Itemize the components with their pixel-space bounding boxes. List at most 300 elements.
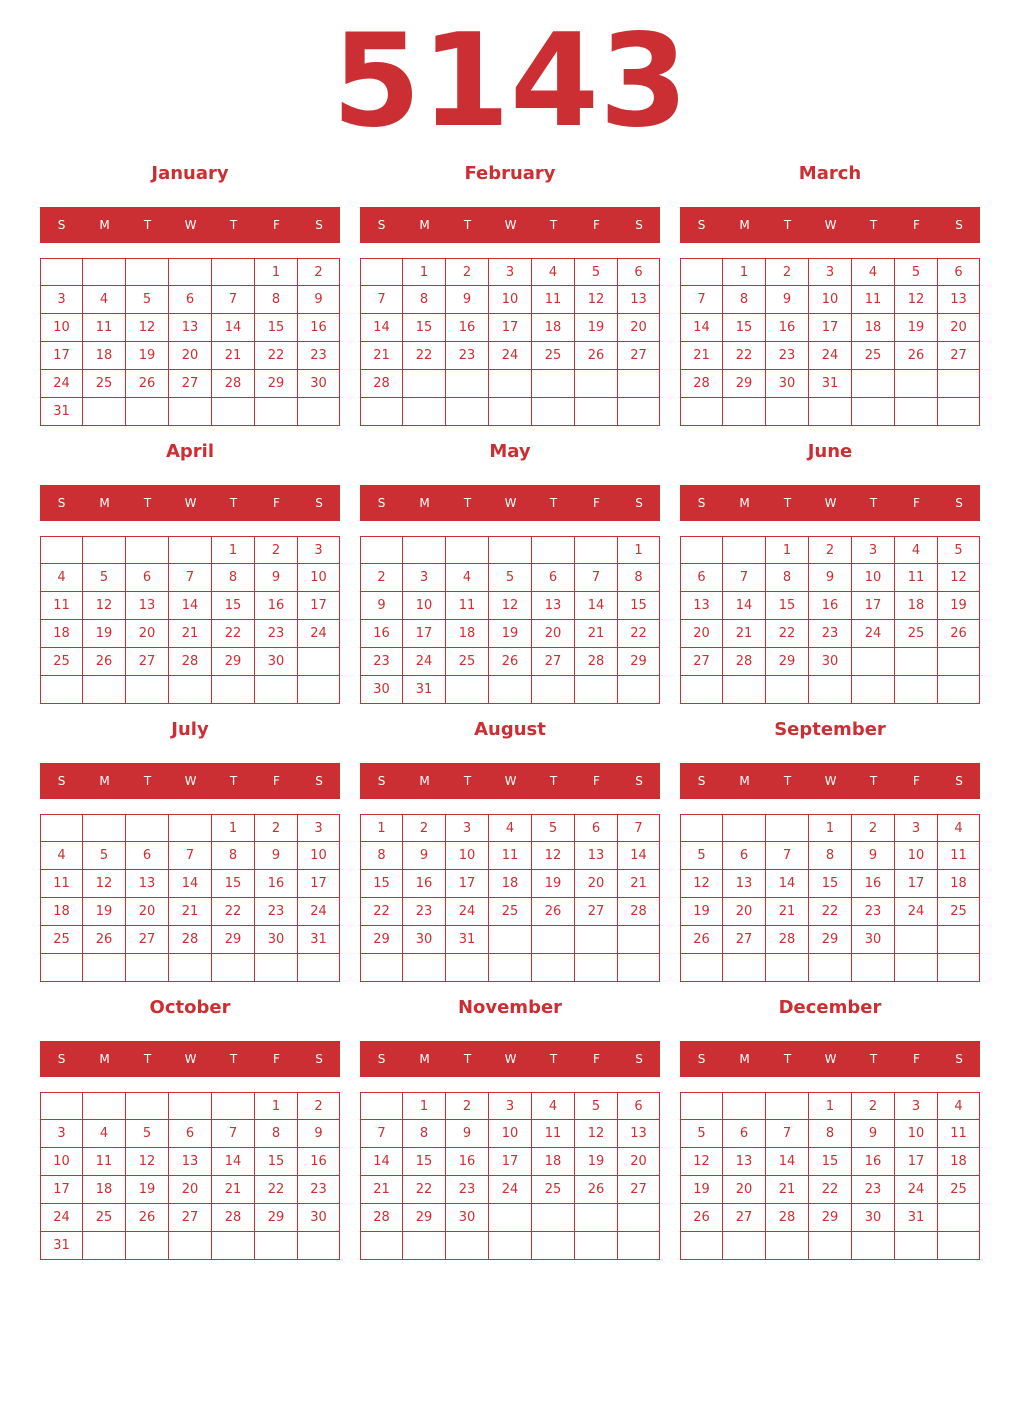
weekday-label: T [143,774,152,788]
day-cell: 10 [895,1120,938,1148]
day-cell: 10 [809,286,852,314]
day-cell: 9 [361,592,403,620]
day-cell [126,259,169,286]
day-cell: 11 [83,314,126,342]
day-cell [852,676,895,704]
day-cell [618,676,660,704]
day-cell [532,676,575,704]
day-cell: 27 [169,1204,212,1232]
day-cell: 23 [809,620,852,648]
day-cell [681,815,723,842]
day-cell: 27 [681,648,723,676]
weekday-label: T [463,496,472,510]
day-cell: 3 [852,537,895,564]
day-cell [83,1093,126,1120]
day-cell: 11 [852,286,895,314]
day-cell: 13 [681,592,723,620]
day-cell: 12 [489,592,532,620]
day-cell: 6 [618,1093,660,1120]
day-cell: 20 [532,620,575,648]
day-cell [681,398,723,426]
day-cell: 13 [126,870,169,898]
day-cell [575,398,618,426]
day-cell [681,676,723,704]
day-cell [298,648,340,676]
day-cell: 25 [446,648,489,676]
month-name: June [807,441,853,462]
day-cell: 4 [532,1093,575,1120]
day-cell: 13 [618,1120,660,1148]
day-cell [446,676,489,704]
day-cell: 3 [403,564,446,592]
day-cell [681,954,723,982]
month-name: September [774,719,886,740]
day-cell: 13 [126,592,169,620]
day-cell [169,815,212,842]
day-cell: 2 [852,815,895,842]
day-cell: 12 [83,870,126,898]
day-cell: 22 [403,1176,446,1204]
day-cell [83,398,126,426]
day-cell: 31 [403,676,446,704]
day-cell: 17 [41,342,83,370]
day-cell: 28 [766,1204,809,1232]
weekday-label: T [463,1052,472,1066]
weekday-label: F [913,774,920,788]
day-cell: 26 [532,898,575,926]
weekday-label: T [783,1052,792,1066]
day-cell [489,370,532,398]
day-cell [126,537,169,564]
day-cell: 30 [766,370,809,398]
day-cell: 10 [446,842,489,870]
day-cell: 28 [766,926,809,954]
day-cell [41,676,83,704]
day-cell [255,954,298,982]
day-cell: 22 [212,620,255,648]
day-cell: 8 [255,1120,298,1148]
day-cell: 21 [169,898,212,926]
day-cell: 3 [489,1093,532,1120]
day-cell: 7 [361,286,403,314]
weekday-label: S [377,496,386,510]
day-cell: 5 [681,1120,723,1148]
day-cell [489,926,532,954]
day-cell: 21 [681,342,723,370]
day-cell: 29 [212,648,255,676]
weekday-label: S [57,218,66,232]
day-cell [489,1232,532,1260]
day-cell: 20 [169,342,212,370]
day-cell: 24 [298,898,340,926]
weekday-label: T [463,774,472,788]
day-cell: 18 [41,620,83,648]
day-cell: 10 [298,564,340,592]
day-cell [212,259,255,286]
day-cell: 5 [938,537,980,564]
weekday-label: T [143,218,152,232]
day-cell: 10 [852,564,895,592]
day-cell: 19 [575,1148,618,1176]
day-cell: 8 [361,842,403,870]
day-cell [766,954,809,982]
day-cell: 15 [403,314,446,342]
day-cell [255,676,298,704]
day-cell [532,954,575,982]
weekday-label: S [697,218,706,232]
day-cell: 27 [169,370,212,398]
month-name: July [171,719,209,740]
day-cell [723,537,766,564]
day-cell: 19 [575,314,618,342]
day-cell: 16 [361,620,403,648]
day-cell: 24 [41,370,83,398]
day-cell [298,398,340,426]
day-cell: 27 [938,342,980,370]
weekday-label: F [913,496,920,510]
weekday-label: W [504,774,517,788]
day-cell: 29 [618,648,660,676]
day-cell [83,259,126,286]
day-cell: 3 [895,1093,938,1120]
day-cell: 28 [212,370,255,398]
day-cell [403,537,446,564]
day-cell [83,537,126,564]
day-cell [446,1232,489,1260]
weekday-label: S [955,1052,963,1066]
day-cell [532,398,575,426]
day-cell: 14 [361,1148,403,1176]
weekday-label: T [463,218,472,232]
weekday-label: M [739,1052,750,1066]
day-cell: 30 [809,648,852,676]
weekday-label: S [377,218,386,232]
day-cell [41,259,83,286]
day-cell: 1 [212,815,255,842]
day-cell: 17 [852,592,895,620]
day-cell [532,537,575,564]
day-cell: 26 [489,648,532,676]
day-cell: 6 [681,564,723,592]
day-cell: 3 [41,1120,83,1148]
day-cell: 25 [938,1176,980,1204]
day-cell: 8 [212,842,255,870]
weekday-label: T [549,496,558,510]
day-cell: 12 [681,1148,723,1176]
day-cell: 19 [681,1176,723,1204]
day-cell [809,954,852,982]
day-cell [126,1232,169,1260]
day-cell: 3 [809,259,852,286]
weekday-label: T [869,218,878,232]
day-cell: 5 [83,842,126,870]
weekday-label: T [783,496,792,510]
day-cell: 11 [41,870,83,898]
weekday-label: S [315,218,323,232]
day-cell: 20 [575,870,618,898]
day-cell: 6 [126,842,169,870]
day-cell: 20 [126,620,169,648]
day-cell: 5 [681,842,723,870]
weekday-label: S [57,496,66,510]
day-cell: 6 [938,259,980,286]
day-cell [489,398,532,426]
day-cell: 21 [723,620,766,648]
weekday-header [360,207,660,243]
day-cell: 16 [446,1148,489,1176]
day-cell: 18 [83,342,126,370]
day-cell: 26 [681,1204,723,1232]
day-cell [126,398,169,426]
day-cell: 16 [446,314,489,342]
day-cell [895,398,938,426]
day-cell [41,815,83,842]
day-cell: 23 [298,1176,340,1204]
day-cell: 8 [809,1120,852,1148]
day-cell: 1 [766,537,809,564]
day-cell: 10 [298,842,340,870]
day-cell [41,954,83,982]
weekday-header [680,485,980,521]
day-cell: 13 [938,286,980,314]
day-cell: 20 [126,898,169,926]
day-cell [361,1232,403,1260]
day-cell [723,954,766,982]
day-cell [169,954,212,982]
day-cell: 9 [852,1120,895,1148]
weekday-label: S [57,1052,66,1066]
day-cell: 28 [723,648,766,676]
day-cell [83,676,126,704]
weekday-label: T [229,218,238,232]
day-cell: 24 [446,898,489,926]
day-cell: 30 [298,370,340,398]
day-cell: 23 [255,620,298,648]
day-cell: 23 [446,342,489,370]
day-cell: 15 [403,1148,446,1176]
day-cell: 28 [575,648,618,676]
day-cell: 14 [618,842,660,870]
day-cell: 29 [255,370,298,398]
weekday-label: S [315,496,323,510]
day-cell: 12 [938,564,980,592]
day-cell: 11 [532,286,575,314]
day-cell: 14 [169,870,212,898]
day-cell: 12 [126,1148,169,1176]
day-cell: 6 [618,259,660,286]
day-cell: 5 [126,1120,169,1148]
day-cell: 12 [575,286,618,314]
day-cell: 9 [809,564,852,592]
day-cell: 21 [212,1176,255,1204]
year-title: 5143 [331,7,689,156]
day-grid [680,814,980,982]
day-cell [681,259,723,286]
weekday-label: S [635,774,643,788]
day-cell: 25 [41,926,83,954]
weekday-label: T [229,774,238,788]
day-cell [723,398,766,426]
day-cell: 24 [895,898,938,926]
day-cell: 2 [255,815,298,842]
weekday-header [360,763,660,799]
weekday-label: F [273,496,280,510]
weekday-label: S [635,1052,643,1066]
day-cell: 1 [809,815,852,842]
day-cell: 4 [41,564,83,592]
day-cell: 10 [41,1148,83,1176]
day-cell: 15 [618,592,660,620]
day-cell: 13 [723,1148,766,1176]
day-cell [126,815,169,842]
day-cell [575,926,618,954]
day-cell: 8 [618,564,660,592]
day-cell [446,537,489,564]
day-cell: 7 [618,815,660,842]
weekday-label: S [57,774,66,788]
day-cell [895,954,938,982]
day-cell: 7 [212,286,255,314]
day-cell: 14 [766,870,809,898]
day-grid [40,536,340,704]
day-cell [361,1093,403,1120]
day-cell: 7 [169,564,212,592]
day-cell: 28 [169,648,212,676]
day-cell: 9 [298,1120,340,1148]
weekday-label: M [99,496,110,510]
day-cell [255,1232,298,1260]
day-cell: 11 [895,564,938,592]
day-cell [169,537,212,564]
day-cell: 18 [852,314,895,342]
weekday-label: S [377,774,386,788]
day-cell [766,676,809,704]
day-cell: 30 [852,926,895,954]
day-cell: 24 [852,620,895,648]
day-cell [895,1232,938,1260]
day-cell [766,1093,809,1120]
day-cell [681,1232,723,1260]
day-cell: 8 [766,564,809,592]
day-cell: 28 [169,926,212,954]
day-cell: 9 [298,286,340,314]
day-cell: 19 [83,620,126,648]
day-cell: 9 [766,286,809,314]
day-cell [618,370,660,398]
day-cell [532,926,575,954]
weekday-label: T [549,1052,558,1066]
day-cell: 9 [852,842,895,870]
day-cell [403,1232,446,1260]
day-cell: 4 [446,564,489,592]
day-cell: 19 [532,870,575,898]
day-cell: 28 [361,1204,403,1232]
weekday-label: M [739,496,750,510]
day-cell [83,815,126,842]
day-cell: 7 [723,564,766,592]
day-cell [532,370,575,398]
month-name: April [165,441,215,462]
day-cell: 17 [298,592,340,620]
day-cell: 29 [766,648,809,676]
day-cell: 27 [532,648,575,676]
day-cell [766,398,809,426]
day-cell [361,398,403,426]
month-name: November [457,997,563,1018]
day-cell: 24 [809,342,852,370]
day-cell: 17 [298,870,340,898]
day-cell: 20 [723,1176,766,1204]
day-cell: 25 [895,620,938,648]
day-cell: 2 [446,1093,489,1120]
day-cell [532,1204,575,1232]
weekday-label: F [913,1052,920,1066]
day-cell: 27 [575,898,618,926]
day-cell: 7 [169,842,212,870]
day-cell: 20 [723,898,766,926]
day-cell: 19 [489,620,532,648]
day-cell: 3 [446,815,489,842]
weekday-label: S [315,1052,323,1066]
month-name: February [464,163,556,184]
day-cell: 14 [723,592,766,620]
weekday-label: W [824,774,837,788]
day-grid [40,258,340,426]
weekday-label: T [143,1052,152,1066]
day-cell: 30 [361,676,403,704]
day-cell: 18 [83,1176,126,1204]
day-cell [681,537,723,564]
day-cell [575,1232,618,1260]
day-cell: 22 [723,342,766,370]
day-cell [809,1232,852,1260]
day-cell: 11 [938,1120,980,1148]
weekday-label: W [184,1052,197,1066]
day-cell: 18 [489,870,532,898]
day-cell: 1 [361,815,403,842]
day-cell: 14 [575,592,618,620]
day-cell: 19 [895,314,938,342]
day-cell: 2 [403,815,446,842]
day-cell: 12 [681,870,723,898]
day-cell: 21 [575,620,618,648]
day-cell: 21 [361,342,403,370]
day-cell: 21 [766,898,809,926]
month-name: October [149,997,231,1018]
day-cell: 1 [255,259,298,286]
month-name: March [798,163,862,184]
day-cell [169,676,212,704]
day-cell: 17 [489,1148,532,1176]
day-cell [446,370,489,398]
weekday-header [40,207,340,243]
day-cell [169,1232,212,1260]
day-cell [169,1093,212,1120]
day-cell [83,954,126,982]
day-cell [938,370,980,398]
day-cell [403,954,446,982]
day-cell: 7 [766,842,809,870]
day-cell: 12 [895,286,938,314]
day-cell: 2 [446,259,489,286]
weekday-header [40,1041,340,1077]
day-cell: 11 [532,1120,575,1148]
day-cell [575,676,618,704]
weekday-label: M [739,218,750,232]
weekday-label: W [824,496,837,510]
day-cell [852,648,895,676]
weekday-header [680,763,980,799]
